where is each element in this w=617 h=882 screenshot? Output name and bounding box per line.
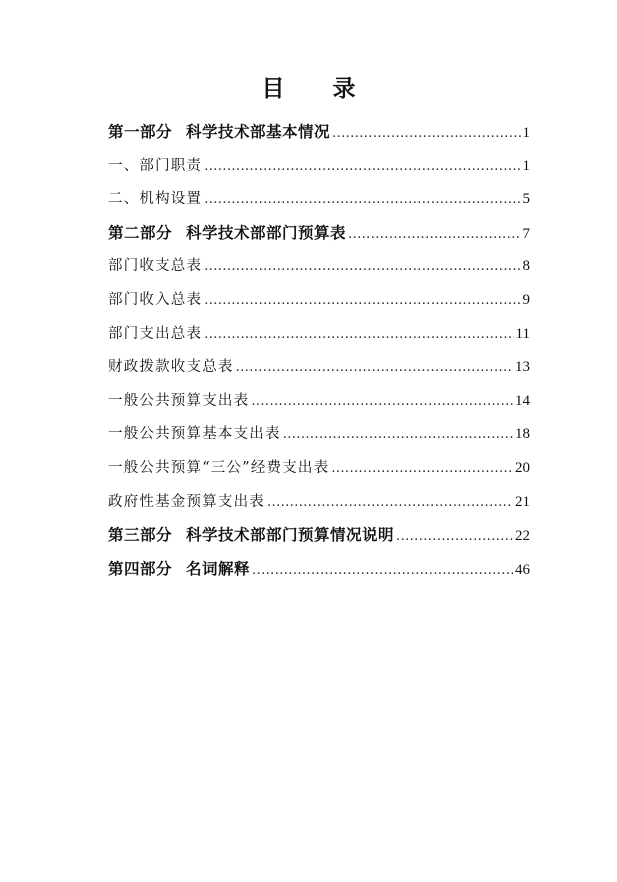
toc-entry-label: 第三部分 科学技术部部门预算情况说明: [108, 526, 395, 545]
toc-entry-general-budget-expenditure[interactable]: [108, 389, 530, 423]
dot-leader: [252, 563, 513, 578]
toc-entry-label: 第二部分 科学技术部部门预算表: [108, 223, 347, 242]
toc-entry-label: 财政拨款收支总表: [108, 359, 234, 376]
dot-leader: [204, 192, 520, 207]
toc-entry-part-3[interactable]: [108, 523, 530, 557]
toc-page-number: 14: [515, 392, 530, 409]
toc-entry-label: 部门收支总表: [108, 258, 203, 275]
toc-page-number: 1: [522, 125, 530, 141]
dot-leader: [251, 394, 513, 409]
toc-entry-revenue-summary[interactable]: [108, 288, 530, 322]
toc-entry-label: 一般公共预算基本支出表: [108, 426, 281, 443]
dot-leader: [348, 227, 520, 242]
toc-page-number: 5: [522, 191, 530, 208]
toc-entry-revenue-expenditure-summary[interactable]: [108, 254, 530, 288]
dot-leader: [204, 159, 520, 174]
toc-entry-label: 一般公共预算支出表: [108, 392, 250, 409]
toc-entry-expenditure-summary[interactable]: [108, 322, 530, 356]
toc-title: 目 录: [261, 76, 376, 102]
toc-entry-dept-duties[interactable]: [108, 154, 530, 188]
toc-page-number: 8: [522, 258, 530, 275]
toc-page-number: 46: [515, 561, 530, 578]
toc-entry-part-2[interactable]: [108, 221, 530, 255]
toc-entry-three-public-expenses[interactable]: [108, 456, 530, 490]
dot-leader: [204, 293, 520, 308]
toc-entry-label: 一、部门职责: [108, 157, 203, 174]
toc-page-number: 7: [522, 225, 530, 242]
dot-leader: [283, 427, 513, 442]
toc-page-number: 13: [515, 359, 530, 376]
toc-entry-label: 政府性基金预算支出表: [108, 493, 265, 510]
toc-entry-fiscal-appropriation-summary[interactable]: [108, 355, 530, 389]
toc-page-number: 9: [522, 291, 530, 308]
toc-entry-government-fund-expenditure[interactable]: [108, 490, 530, 524]
table-of-contents: [108, 120, 530, 590]
dot-leader: [332, 126, 520, 141]
toc-entry-label: 一般公共预算“三公”经费支出表: [108, 459, 330, 476]
toc-entry-part-4[interactable]: [108, 557, 530, 591]
dot-leader: [204, 259, 520, 274]
toc-page-number: 20: [515, 459, 530, 476]
dot-leader: [396, 529, 513, 544]
toc-entry-label: 部门收入总表: [108, 291, 203, 308]
toc-page-number: 22: [515, 528, 530, 545]
toc-entry-label: 第四部分 名词解释: [108, 559, 251, 578]
dot-leader: [236, 360, 513, 375]
toc-page-number: 11: [515, 325, 530, 342]
toc-page-number: 21: [515, 493, 530, 510]
toc-entry-org-structure[interactable]: [108, 187, 530, 221]
dot-leader: [204, 327, 513, 342]
toc-page-number: 1: [522, 157, 530, 174]
toc-entry-part-1[interactable]: [108, 120, 530, 154]
toc-entry-label: 部门支出总表: [108, 325, 203, 342]
toc-entry-general-budget-basic-expenditure[interactable]: [108, 422, 530, 456]
dot-leader: [331, 461, 513, 476]
toc-entry-label: 第一部分 科学技术部基本情况: [108, 123, 331, 141]
dot-leader: [267, 495, 513, 510]
toc-page-number: 18: [515, 426, 530, 443]
toc-entry-label: 二、机构设置: [108, 191, 203, 208]
